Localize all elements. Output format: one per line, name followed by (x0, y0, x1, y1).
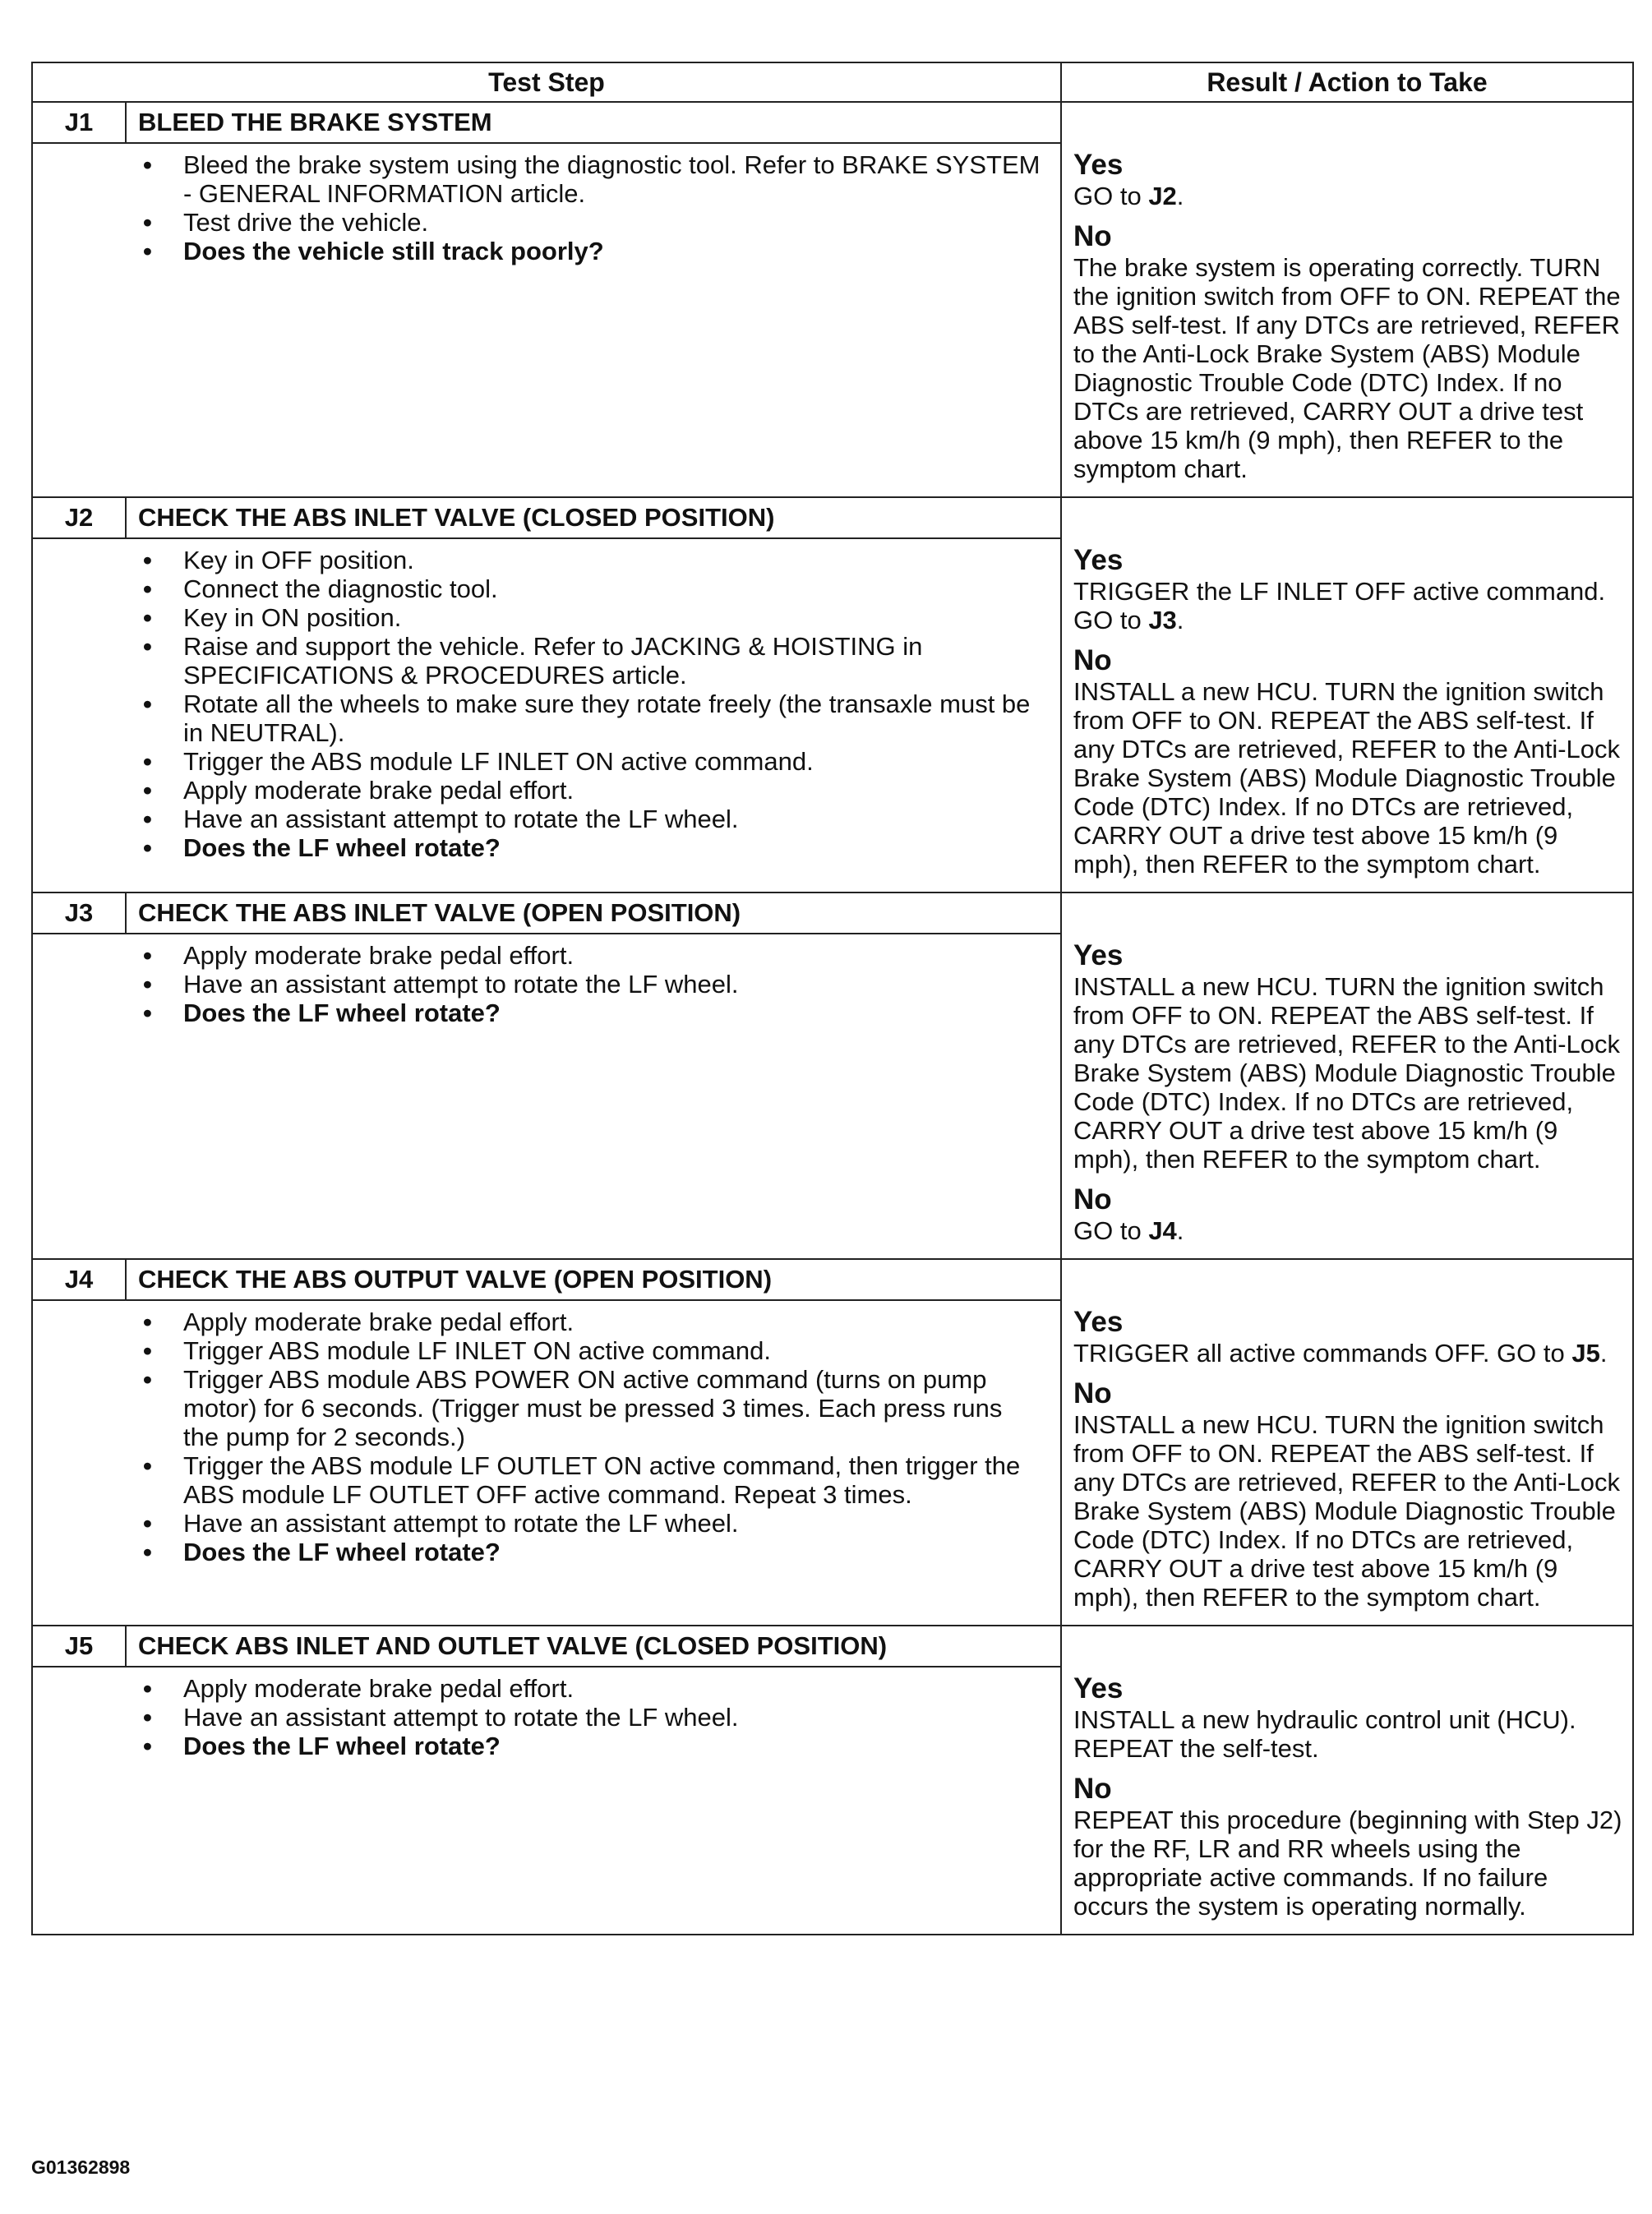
step-instruction: • Trigger the ABS module LF OUTLET ON active command, then trigger the ABS module LF OUTLET OFF active command. Repeat 3 times. (33, 1451, 1044, 1509)
step-instruction: • Apply moderate brake pedal effort. (33, 1308, 1044, 1336)
step-title: BLEED THE BRAKE SYSTEM (138, 108, 492, 136)
step-instruction: • Test drive the vehicle. (33, 208, 1044, 237)
header-result-action: Result / Action to Take (1207, 67, 1488, 97)
step-instructions (33, 1301, 1060, 1573)
step-instructions (33, 539, 1060, 869)
step-row (33, 1260, 1632, 1626)
answer-text-end: . (1599, 1339, 1608, 1368)
header-test-step: Test Step (33, 63, 1062, 101)
test-step-cell (33, 498, 1062, 892)
answer-action (1073, 577, 1627, 634)
diagnostic-table (31, 62, 1634, 1935)
step-instruction: • Key in ON position. (33, 603, 1044, 632)
step-id: J2 (33, 498, 127, 537)
test-step-cell (33, 103, 1062, 496)
figure-id: G01362898 (31, 2156, 131, 2178)
result-action-cell (1062, 1260, 1632, 1625)
step-instruction: • Have an assistant attempt to rotate the LF wheel. (33, 1509, 1044, 1538)
step-title: CHECK THE ABS INLET VALVE (OPEN POSITION) (138, 898, 741, 927)
step-instruction: • Apply moderate brake pedal effort. (33, 941, 1044, 970)
step-title: CHECK THE ABS OUTPUT VALVE (OPEN POSITION) (138, 1265, 773, 1294)
step-row (33, 498, 1632, 893)
answer-text: GO to (1073, 1216, 1149, 1245)
steps-container (33, 103, 1632, 1934)
answer-action (1073, 1705, 1627, 1763)
step-instruction: • Have an assistant attempt to rotate the LF wheel. (33, 1703, 1044, 1732)
step-instruction: • Trigger ABS module LF INLET ON active command. (33, 1336, 1044, 1365)
answer-text: INSTALL a new HCU. TURN the ignition switch from OFF to ON. REPEAT the ABS self-test. If any DTCs are retrieved, REFER to the Anti-Lock Brake System (ABS) Module Diagnostic Trouble Code (DTC) Index. If no DTCs are retrieved, CARRY OUT a drive test above 15 km/h (9 mph), then REFER to the symptom chart. (1073, 1410, 1621, 1612)
step-instructions (33, 1667, 1060, 1767)
answer-text-end: . (1176, 606, 1184, 634)
step-instruction: • Apply moderate brake pedal effort. (33, 776, 1044, 805)
answer-label-yes: Yes (1073, 149, 1124, 181)
answer-action (1073, 972, 1627, 1174)
step-title-row (33, 498, 1060, 539)
result-action-cell (1062, 893, 1632, 1258)
answer-text-end: . (1176, 182, 1184, 210)
step-title-row (33, 103, 1060, 144)
answer-action (1073, 1339, 1627, 1368)
step-title: CHECK ABS INLET AND OUTLET VALVE (CLOSED POSITION) (138, 1631, 888, 1660)
step-reference: J3 (1148, 606, 1177, 634)
step-instruction: • Have an assistant attempt to rotate the LF wheel. (33, 970, 1044, 999)
answer-label-yes: Yes (1073, 1672, 1124, 1704)
step-reference: J2 (1148, 182, 1177, 210)
step-row (33, 893, 1632, 1260)
step-question: • Does the LF wheel rotate? (33, 999, 1044, 1027)
step-instruction: • Trigger ABS module ABS POWER ON active command (turns on pump motor) for 6 seconds. (Trigger must be pressed 3 times. Each press runs the pump for 2 seconds.) (33, 1365, 1044, 1451)
step-instruction: • Bleed the brake system using the diagnostic tool. Refer to BRAKE SYSTEM - GENERAL INFORMATION article. (33, 150, 1044, 208)
step-question: • Does the LF wheel rotate? (33, 833, 1044, 862)
test-step-cell (33, 1626, 1062, 1934)
step-id: J1 (33, 103, 127, 142)
answer-label-no: No (1073, 1773, 1112, 1805)
answer-label-yes: Yes (1073, 1306, 1124, 1338)
step-question: • Does the LF wheel rotate? (33, 1732, 1044, 1760)
step-title-row (33, 1626, 1060, 1667)
answer-action (1073, 1806, 1627, 1921)
answer-text: INSTALL a new hydraulic control unit (HCU). REPEAT the self-test. (1073, 1705, 1576, 1763)
answer-text: INSTALL a new HCU. TURN the ignition switch from OFF to ON. REPEAT the ABS self-test. If any DTCs are retrieved, REFER to the Anti-Lock Brake System (ABS) Module Diagnostic Trouble Code (DTC) Index. If no DTCs are retrieved, CARRY OUT a drive test above 15 km/h (9 mph), then REFER to the symptom chart. (1073, 677, 1621, 879)
step-instruction: • Apply moderate brake pedal effort. (33, 1674, 1044, 1703)
result-action-cell (1062, 1626, 1632, 1934)
answer-label-no: No (1073, 1377, 1112, 1409)
test-step-cell (33, 1260, 1062, 1625)
answer-text: GO to (1073, 182, 1149, 210)
step-id: J5 (33, 1626, 127, 1666)
answer-action (1073, 253, 1627, 483)
step-question: • Does the LF wheel rotate? (33, 1538, 1044, 1566)
step-instructions (33, 144, 1060, 272)
answer-text: The brake system is operating correctly. TURN the ignition switch from OFF to ON. REPEAT the ABS self-test. If any DTCs are retrieved, REFER to the Anti-Lock Brake System (ABS) Module Diagnostic Trouble Code (DTC) Index. If no DTCs are retrieved, CARRY OUT a drive test above 15 km/h (9 mph), then REFER to the symptom chart. (1073, 253, 1621, 483)
table-header (33, 63, 1632, 103)
step-title-row (33, 893, 1060, 934)
result-action-cell (1062, 103, 1632, 496)
answer-label-no: No (1073, 644, 1112, 676)
answer-action (1073, 1216, 1627, 1245)
step-instructions (33, 934, 1060, 1034)
step-instruction: • Have an assistant attempt to rotate the LF wheel. (33, 805, 1044, 833)
step-id: J4 (33, 1260, 127, 1299)
step-instruction: • Rotate all the wheels to make sure they rotate freely (the transaxle must be in NEUTRAL). (33, 690, 1044, 747)
answer-action (1073, 1410, 1627, 1612)
answer-text: REPEAT this procedure (beginning with Step J2) for the RF, LR and RR wheels using the appropriate active commands. If no failure occurs the system is operating normally. (1073, 1806, 1622, 1921)
answer-label-no: No (1073, 220, 1112, 252)
step-row (33, 1626, 1632, 1934)
answer-text-end: . (1176, 1216, 1184, 1245)
step-id: J3 (33, 893, 127, 933)
step-question: • Does the vehicle still track poorly? (33, 237, 1044, 265)
answer-label-yes: Yes (1073, 939, 1124, 971)
step-title: CHECK THE ABS INLET VALVE (CLOSED POSITION) (138, 503, 775, 532)
answer-label-yes: Yes (1073, 544, 1124, 576)
answer-text: TRIGGER all active commands OFF. GO to (1073, 1339, 1572, 1368)
step-instruction: • Connect the diagnostic tool. (33, 574, 1044, 603)
answer-text: TRIGGER the LF INLET OFF active command. GO to (1073, 577, 1606, 634)
step-row (33, 103, 1632, 498)
step-instruction: • Trigger the ABS module LF INLET ON active command. (33, 747, 1044, 776)
step-instruction: • Key in OFF position. (33, 546, 1044, 574)
test-step-cell (33, 893, 1062, 1258)
step-reference: J4 (1148, 1216, 1177, 1245)
step-title-row (33, 1260, 1060, 1301)
answer-label-no: No (1073, 1183, 1112, 1215)
answer-action (1073, 182, 1627, 210)
answer-action (1073, 677, 1627, 879)
result-action-cell (1062, 498, 1632, 892)
step-instruction: • Raise and support the vehicle. Refer to JACKING & HOISTING in SPECIFICATIONS & PROCEDURES article. (33, 632, 1044, 690)
step-reference: J5 (1571, 1339, 1600, 1368)
answer-text: INSTALL a new HCU. TURN the ignition switch from OFF to ON. REPEAT the ABS self-test. If any DTCs are retrieved, REFER to the Anti-Lock Brake System (ABS) Module Diagnostic Trouble Code (DTC) Index. If no DTCs are retrieved, CARRY OUT a drive test above 15 km/h (9 mph), then REFER to the symptom chart. (1073, 972, 1621, 1174)
